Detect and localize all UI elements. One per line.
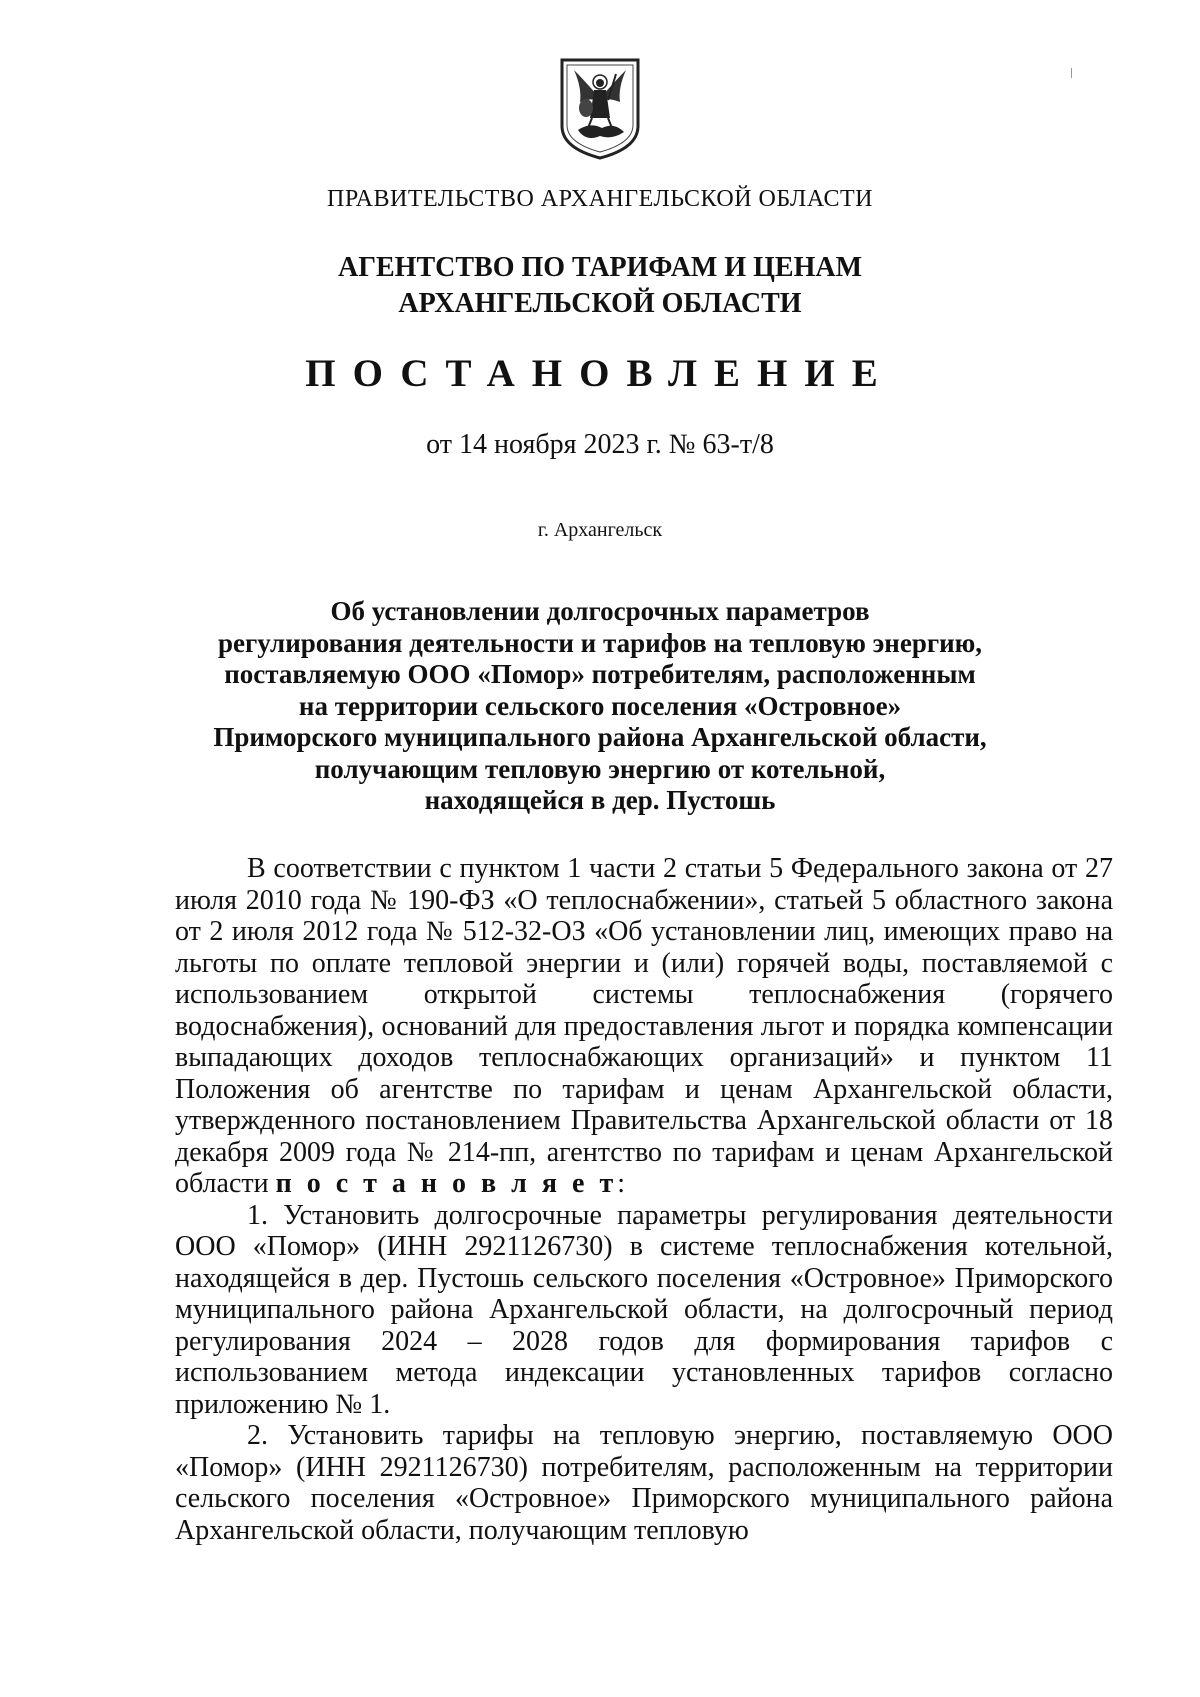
title-line: получающим тепловую энергию от котельной, bbox=[314, 753, 886, 784]
government-name: ПРАВИТЕЛЬСТВО АРХАНГЕЛЬСКОЙ ОБЛАСТИ bbox=[327, 186, 873, 212]
resolves-word: п о с т а н о в л я е т bbox=[275, 1168, 618, 1199]
preamble-paragraph bbox=[175, 853, 1113, 1200]
agency-name bbox=[0, 250, 1200, 322]
archangel-coat-of-arms-icon bbox=[558, 56, 642, 160]
title-line: Об установлении долгосрочных параметров bbox=[330, 596, 870, 626]
document-date-number: от 14 ноября 2023 г. № 63-т/8 bbox=[426, 429, 774, 460]
preamble-text: В соответствии с пунктом 1 части 2 статьи 5 Федерального закона от 27 июля 2010 года № 190-ФЗ «О теплоснабжении», статьей 5 областного закона от 2 июля 2012 года № 512-32-ОЗ «Об установлении лиц, имеющих право на льготы по оплате тепловой энергии и (или) горячей воды, поставляемой с использованием открытой системы теплоснабжения (горячего водоснабжения), оснований для предоставления льгот и порядка компенсации выпадающих доходов теплоснабжающих организаций» и пунктом 11 Положения об агентстве по тарифам и ценам Архангельской области, утвержденного постановлением Правительства Архангельской области от 18 декабря 2009 года № 214-пп, агентство по тарифам и ценам Архангельской области bbox=[175, 853, 1113, 1199]
agency-name-line1: АГЕНТСТВО ПО ТАРИФАМ И ЦЕНАМ bbox=[337, 252, 863, 283]
document-body bbox=[175, 853, 1113, 1546]
resolves-colon: : bbox=[617, 1168, 625, 1199]
title-line: Приморского муниципального района Архангельской области, bbox=[213, 722, 987, 752]
item-1-paragraph: 1. Установить долгосрочные параметры регулирования деятельности ООО «Помор» (ИНН 2921126730) в системе теплоснабжения котельной, находящейся в дер. Пустошь сельского поселения «Островное» Приморского муниципального района Архангельской области, на долгосрочный период регулирования 2024 – 2028 годов для формирования тарифов с использованием метода индексации установленных тарифов согласно приложению № 1. bbox=[175, 1199, 1113, 1420]
item-2-paragraph: 2. Установить тарифы на тепловую энергию, поставляемую ООО «Помор» (ИНН 2921126730) потребителям, расположенным на территории сельского поселения «Островное» Приморского муниципального района Архангельской области, получающим тепловую bbox=[175, 1420, 1113, 1546]
title-line: находящейся в дер. Пустошь bbox=[424, 785, 776, 815]
title-line: на территории сельского поселения «Островное» bbox=[298, 690, 902, 721]
agency-name-line2: АРХАНГЕЛЬСКОЙ ОБЛАСТИ bbox=[398, 288, 802, 319]
document-title bbox=[0, 596, 1200, 817]
title-line: регулирования деятельности и тарифов на тепловую энергию, bbox=[217, 627, 983, 658]
document-city: г. Архангельск bbox=[537, 519, 663, 541]
scan-artifact bbox=[1071, 68, 1072, 78]
title-line: поставляемую ООО «Помор» потребителям, расположенным bbox=[224, 659, 976, 689]
document-type: ПОСТАНОВЛЕНИЕ bbox=[305, 352, 895, 395]
